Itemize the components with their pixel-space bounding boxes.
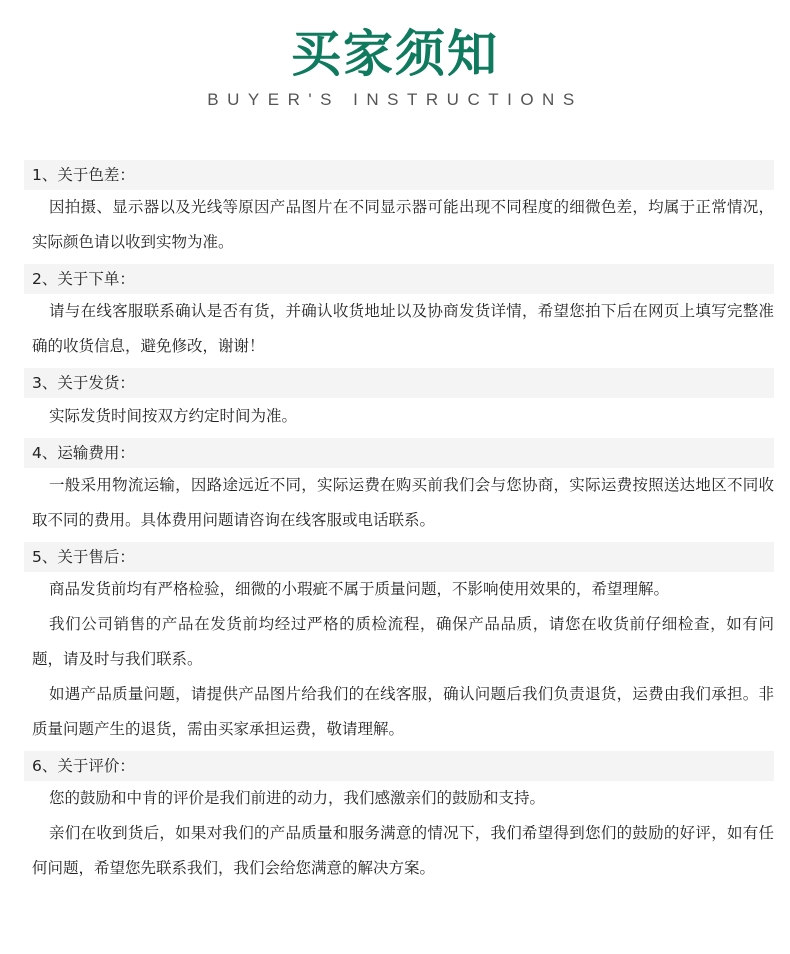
page-subtitle: BUYER'S INSTRUCTIONS xyxy=(207,90,583,109)
section-paragraph: 实际发货时间按双方约定时间为准。 xyxy=(49,407,298,425)
instructions-content xyxy=(24,160,774,886)
section-heading-ordering: 2、关于下单： xyxy=(24,264,774,294)
section-heading-reviews: 6、关于评价： xyxy=(24,751,774,781)
section-paragraph: 我们公司销售的产品在发货前均经过严格的质检流程，确保产品品质，请您在收货前仔细检查，如有问题，请及时与我们联系。 xyxy=(32,615,774,668)
section-paragraph: 亲们在收到货后，如果对我们的产品质量和服务满意的情况下，我们希望得到您们的鼓励的好评，如有任何问题，希望您先联系我们，我们会给您满意的解决方案。 xyxy=(32,824,774,877)
section-paragraph: 请与在线客服联系确认是否有货，并确认收货地址以及协商发货详情，希望您拍下后在网页上填写完整准确的收货信息，避免修改，谢谢！ xyxy=(32,302,774,355)
section-paragraph: 因拍摄、显示器以及光线等原因产品图片在不同显示器可能出现不同程度的细微色差，均属于正常情况，实际颜色请以收到实物为准。 xyxy=(32,198,774,251)
header xyxy=(0,0,790,160)
section-paragraph: 商品发货前均有严格检验，细微的小瑕疵不属于质量问题，不影响使用效果的，希望理解。 xyxy=(49,580,670,598)
section-heading-color-difference: 1、关于色差： xyxy=(24,160,774,190)
section-paragraph: 如遇产品质量问题，请提供产品图片给我们的在线客服，确认问题后我们负责退货，运费由我们承担。非质量问题产生的退货，需由买家承担运费，敬请理解。 xyxy=(32,685,774,738)
section-heading-after-sales: 5、关于售后： xyxy=(24,542,774,572)
section-heading-shipping: 3、关于发货： xyxy=(24,368,774,398)
section-heading-freight-cost: 4、运输费用： xyxy=(24,438,774,468)
section-paragraph: 您的鼓励和中肯的评价是我们前进的动力，我们感激亲们的鼓励和支持。 xyxy=(49,789,546,807)
section-paragraph: 一般采用物流运输，因路途远近不同，实际运费在购买前我们会与您协商，实际运费按照送达地区不同收取不同的费用。具体费用问题请咨询在线客服或电话联系。 xyxy=(32,476,774,529)
page-title: 买家须知 xyxy=(291,25,499,83)
